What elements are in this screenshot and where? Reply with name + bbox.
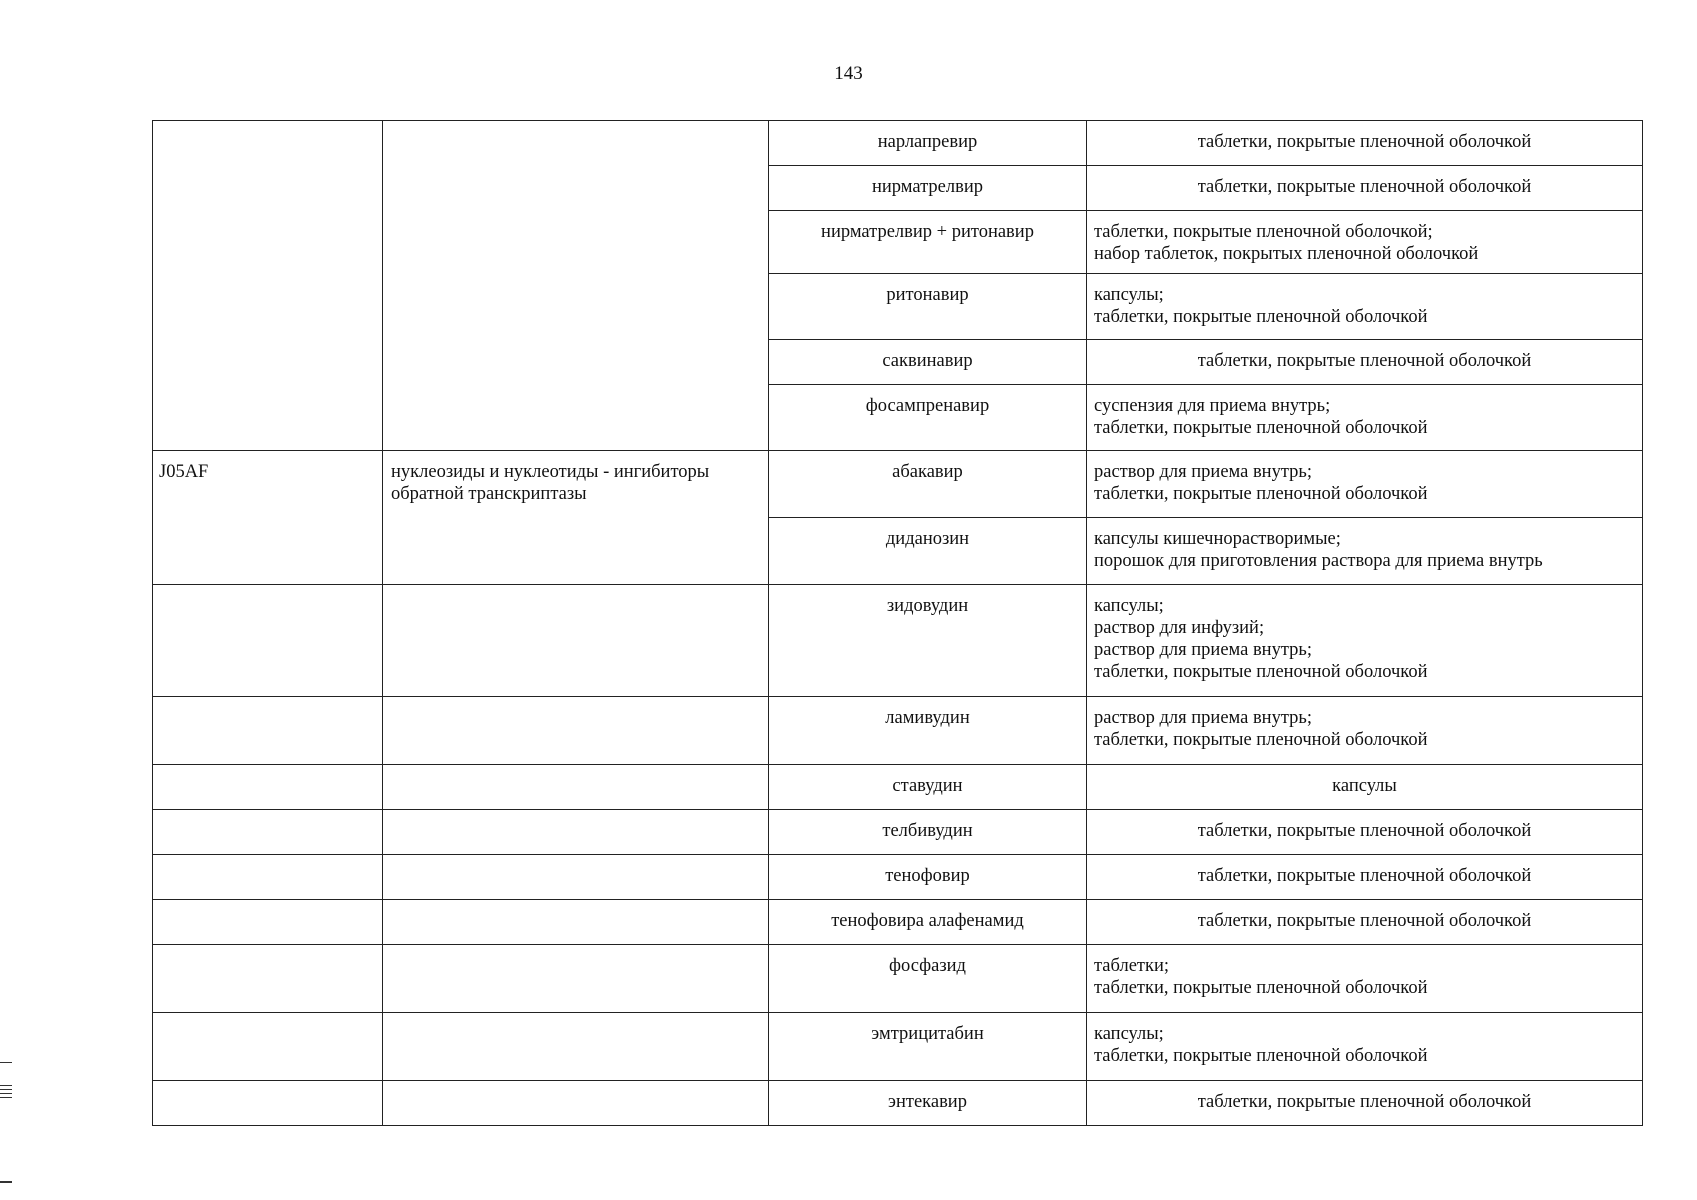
drug-name-cell: диданозин [769, 518, 1087, 585]
drug-name-cell: энтекавир [769, 1081, 1087, 1126]
dosage-form-line: таблетки, покрытые пленочной оболочкой [1094, 662, 1428, 682]
dosage-form-cell [1087, 274, 1643, 340]
dosage-form-line: капсулы кишечнорастворимые; [1094, 529, 1341, 549]
dosage-form-cell [1087, 697, 1643, 765]
table-row [153, 1081, 1643, 1126]
dosage-form-line: таблетки; [1094, 956, 1170, 976]
dosage-form-line: таблетки, покрытые пленочной оболочкой [1094, 418, 1428, 438]
dosage-form-line: раствор для приема внутрь; [1094, 708, 1312, 728]
dosage-form-line: порошок для приготовления раствора для приема внутрь [1094, 551, 1543, 571]
dosage-form-cell [1087, 945, 1643, 1013]
dosage-form-line: капсулы; [1094, 1024, 1164, 1044]
dosage-form-cell [1087, 810, 1643, 855]
group-name-cell [383, 810, 769, 855]
group-name-cell [383, 697, 769, 765]
dosage-form-line: таблетки, покрытые пленочной оболочкой [1197, 351, 1532, 371]
dosage-form-line: капсулы [1332, 776, 1397, 796]
table-row [153, 1013, 1643, 1081]
atc-code-cell [153, 900, 383, 945]
dosage-form-cell [1087, 1013, 1643, 1081]
dosage-form-cell [1087, 765, 1643, 810]
dosage-form-line: раствор для приема внутрь; [1094, 640, 1312, 660]
atc-code-cell [153, 765, 383, 810]
dosage-form-line: таблетки, покрытые пленочной оболочкой [1094, 730, 1428, 750]
dosage-form-line: таблетки, покрытые пленочной оболочкой [1197, 866, 1532, 886]
table-row [153, 900, 1643, 945]
dosage-form-line: таблетки, покрытые пленочной оболочкой [1197, 1092, 1532, 1112]
dosage-form-cell [1087, 585, 1643, 697]
table-row [153, 451, 1643, 518]
group-name-cell: нуклеозиды и нуклеотиды - ингибиторы обратной транскриптазы [383, 451, 769, 585]
atc-code-cell [153, 585, 383, 697]
group-name-cell [383, 121, 769, 451]
atc-code-cell [153, 1013, 383, 1081]
dosage-form-cell [1087, 385, 1643, 451]
drug-list-table [152, 120, 1643, 1126]
dosage-form-cell [1087, 211, 1643, 274]
group-name-cell [383, 1013, 769, 1081]
group-name-cell [383, 855, 769, 900]
table-row [153, 585, 1643, 697]
drug-name-cell: зидовудин [769, 585, 1087, 697]
drug-name-cell: телбивудин [769, 810, 1087, 855]
scan-artifact-line [0, 1093, 12, 1094]
page-number: 143 [834, 63, 863, 84]
scan-artifact-line [0, 1062, 12, 1063]
group-name-cell [383, 585, 769, 697]
dosage-form-cell [1087, 121, 1643, 166]
dosage-form-cell [1087, 340, 1643, 385]
scan-artifact-line [0, 1097, 12, 1098]
dosage-form-line: таблетки, покрытые пленочной оболочкой [1094, 1046, 1428, 1066]
table-row [153, 765, 1643, 810]
dosage-form-line: капсулы; [1094, 285, 1164, 305]
dosage-form-line: таблетки, покрытые пленочной оболочкой; [1094, 222, 1433, 242]
dosage-form-line: таблетки, покрытые пленочной оболочкой [1094, 307, 1428, 327]
dosage-form-line: раствор для инфузий; [1094, 618, 1265, 638]
dosage-form-line: таблетки, покрытые пленочной оболочкой [1197, 177, 1532, 197]
atc-code-cell: J05AF [153, 451, 383, 585]
atc-code-cell [153, 945, 383, 1013]
table-row [153, 121, 1643, 166]
table-row [153, 945, 1643, 1013]
drug-name-cell: абакавир [769, 451, 1087, 518]
atc-code-cell [153, 810, 383, 855]
table-row [153, 855, 1643, 900]
dosage-form-cell [1087, 166, 1643, 211]
table-row [153, 810, 1643, 855]
drug-name-cell: фосампренавир [769, 385, 1087, 451]
dosage-form-line: таблетки, покрытые пленочной оболочкой [1094, 484, 1428, 504]
group-name-cell [383, 765, 769, 810]
dosage-form-cell [1087, 518, 1643, 585]
atc-code-cell [153, 855, 383, 900]
drug-name-cell: ритонавир [769, 274, 1087, 340]
group-name-cell [383, 900, 769, 945]
dosage-form-line: таблетки, покрытые пленочной оболочкой [1197, 911, 1532, 931]
dosage-form-line: суспензия для приема внутрь; [1094, 396, 1331, 416]
dosage-form-cell [1087, 855, 1643, 900]
dosage-form-cell [1087, 1081, 1643, 1126]
dosage-form-line: таблетки, покрытые пленочной оболочкой [1197, 821, 1532, 841]
group-name-cell [383, 1081, 769, 1126]
dosage-form-line: таблетки, покрытые пленочной оболочкой [1094, 978, 1428, 998]
group-name-cell [383, 945, 769, 1013]
drug-name-cell: саквинавир [769, 340, 1087, 385]
scan-artifact-line [0, 1085, 12, 1086]
dosage-form-cell [1087, 900, 1643, 945]
atc-code-cell [153, 697, 383, 765]
drug-name-cell: ламивудин [769, 697, 1087, 765]
drug-name-cell: тенофовира алафенамид [769, 900, 1087, 945]
dosage-form-line: капсулы; [1094, 596, 1164, 616]
atc-code-cell [153, 1081, 383, 1126]
atc-code-cell [153, 121, 383, 451]
dosage-form-line: таблетки, покрытые пленочной оболочкой [1197, 132, 1532, 152]
drug-name-cell: нирматрелвир + ритонавир [769, 211, 1087, 274]
table-row [153, 697, 1643, 765]
scan-artifact-line [0, 1181, 12, 1183]
drug-name-cell: фосфазид [769, 945, 1087, 1013]
dosage-form-line: набор таблеток, покрытых пленочной оболочкой [1094, 244, 1479, 264]
drug-name-cell: тенофовир [769, 855, 1087, 900]
scan-artifact-line [0, 1089, 12, 1090]
drug-name-cell: нирматрелвир [769, 166, 1087, 211]
dosage-form-cell [1087, 451, 1643, 518]
drug-name-cell: ставудин [769, 765, 1087, 810]
drug-name-cell: нарлапревир [769, 121, 1087, 166]
drug-name-cell: эмтрицитабин [769, 1013, 1087, 1081]
dosage-form-line: раствор для приема внутрь; [1094, 462, 1312, 482]
